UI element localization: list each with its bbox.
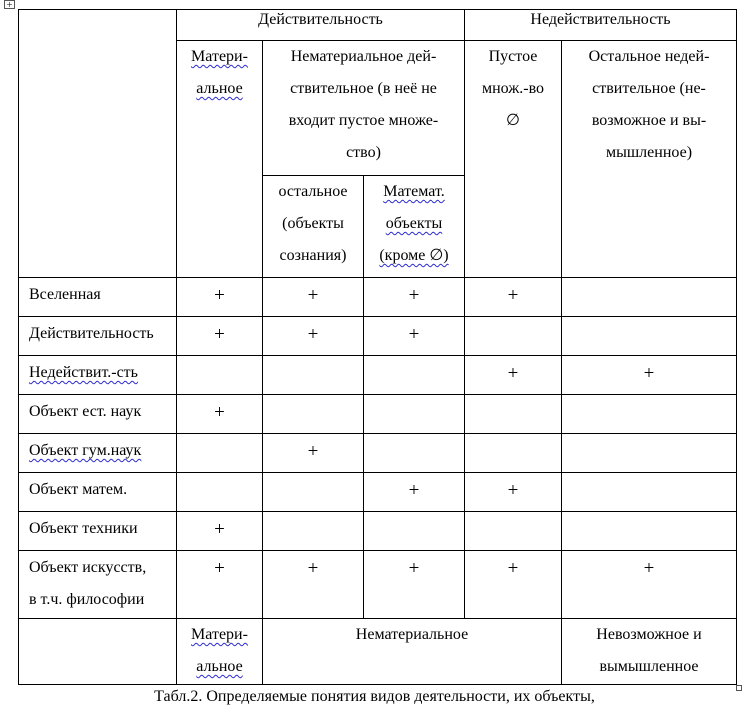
- table-cell: [465, 395, 562, 434]
- table-cell: [465, 512, 562, 551]
- footer-empty-cell: [19, 619, 177, 685]
- table-move-handle-icon[interactable]: +: [4, 0, 15, 9]
- table-cell: +: [177, 551, 263, 619]
- header-empty-set-text: Пустое множ.-во ∅: [481, 48, 545, 129]
- header-other-consciousness: остальное (объекты сознания): [263, 176, 364, 278]
- table-cell: +: [562, 551, 737, 619]
- row-label: Действительность: [19, 317, 177, 356]
- header-math-objects-text: Математ. объекты (кроме ∅): [379, 183, 449, 264]
- table-cell: +: [263, 434, 364, 473]
- header-empty-set: [465, 41, 562, 278]
- table-cell: +: [562, 356, 737, 395]
- header-other-nonreal: Остальное недей- ствительное (не- возможное и вы- мышленное): [562, 41, 737, 278]
- table-cell: [562, 395, 737, 434]
- table-row: [19, 395, 737, 434]
- header-material-text: Матери- альное: [191, 48, 248, 97]
- table-cell: +: [177, 317, 263, 356]
- table-cell: +: [263, 317, 364, 356]
- table-cell: [562, 434, 737, 473]
- row-label-text: Недействит.-сть: [29, 364, 138, 381]
- table-row: [19, 512, 737, 551]
- table-row: [19, 434, 737, 473]
- table-cell: [177, 434, 263, 473]
- table-cell: [562, 278, 737, 317]
- row-label: Объект ест. наук: [19, 395, 177, 434]
- row-label: [19, 434, 177, 473]
- table-cell: +: [177, 278, 263, 317]
- table-cell: +: [465, 356, 562, 395]
- table-cell: [263, 395, 364, 434]
- header-reality: Действительность: [177, 10, 465, 41]
- table-cell: +: [263, 278, 364, 317]
- concepts-table: [18, 9, 737, 685]
- footer-material-text: Матери- альное: [191, 626, 248, 675]
- row-label: Объект матем.: [19, 473, 177, 512]
- row-label: Объект искусств, в т.ч. философии: [19, 551, 177, 619]
- table-cell: [465, 317, 562, 356]
- table-cell: [263, 356, 364, 395]
- row-label: Объект техники: [19, 512, 177, 551]
- table-row: [19, 278, 737, 317]
- table-cell: +: [364, 551, 465, 619]
- table-row: [19, 356, 737, 395]
- header-nonreality: Недействительность: [465, 10, 737, 41]
- table-cell: +: [177, 395, 263, 434]
- table-cell: [263, 473, 364, 512]
- table-cell: [364, 434, 465, 473]
- table-cell: [364, 395, 465, 434]
- table-cell: +: [364, 473, 465, 512]
- table-row: [19, 317, 737, 356]
- header-math-objects: [364, 176, 465, 278]
- footer-impossible: Невозможное и вымышленное: [562, 619, 737, 685]
- table-cell: [562, 512, 737, 551]
- table-cell: [562, 473, 737, 512]
- table-cell: [562, 317, 737, 356]
- header-material: [177, 41, 263, 278]
- footer-material: [177, 619, 263, 685]
- table-cell: [364, 512, 465, 551]
- table-cell: [364, 356, 465, 395]
- table-cell: +: [177, 512, 263, 551]
- table-cell: [465, 434, 562, 473]
- table-cell: +: [364, 278, 465, 317]
- row-label: [19, 356, 177, 395]
- table-row: [19, 473, 737, 512]
- row-label: Вселенная: [19, 278, 177, 317]
- table-cell: +: [465, 473, 562, 512]
- header-immaterial-reality: Нематериальное дей- ствительное (в неё не входит пустое множе- ство): [263, 41, 465, 176]
- table-row: [19, 551, 737, 619]
- table-caption: Табл.2. Определяемые понятия видов деятельности, их объекты,: [154, 688, 595, 705]
- table-cell: [177, 356, 263, 395]
- table-cell: +: [364, 317, 465, 356]
- corner-cell: [19, 10, 177, 278]
- table-cell: +: [465, 278, 562, 317]
- footer-row: [19, 619, 737, 685]
- table-cell: +: [465, 551, 562, 619]
- row-label-text: Объект гум.наук: [29, 442, 142, 459]
- footer-immaterial: Нематериальное: [263, 619, 562, 685]
- table-cell: +: [263, 551, 364, 619]
- table-cell: [177, 473, 263, 512]
- table-cell: [263, 512, 364, 551]
